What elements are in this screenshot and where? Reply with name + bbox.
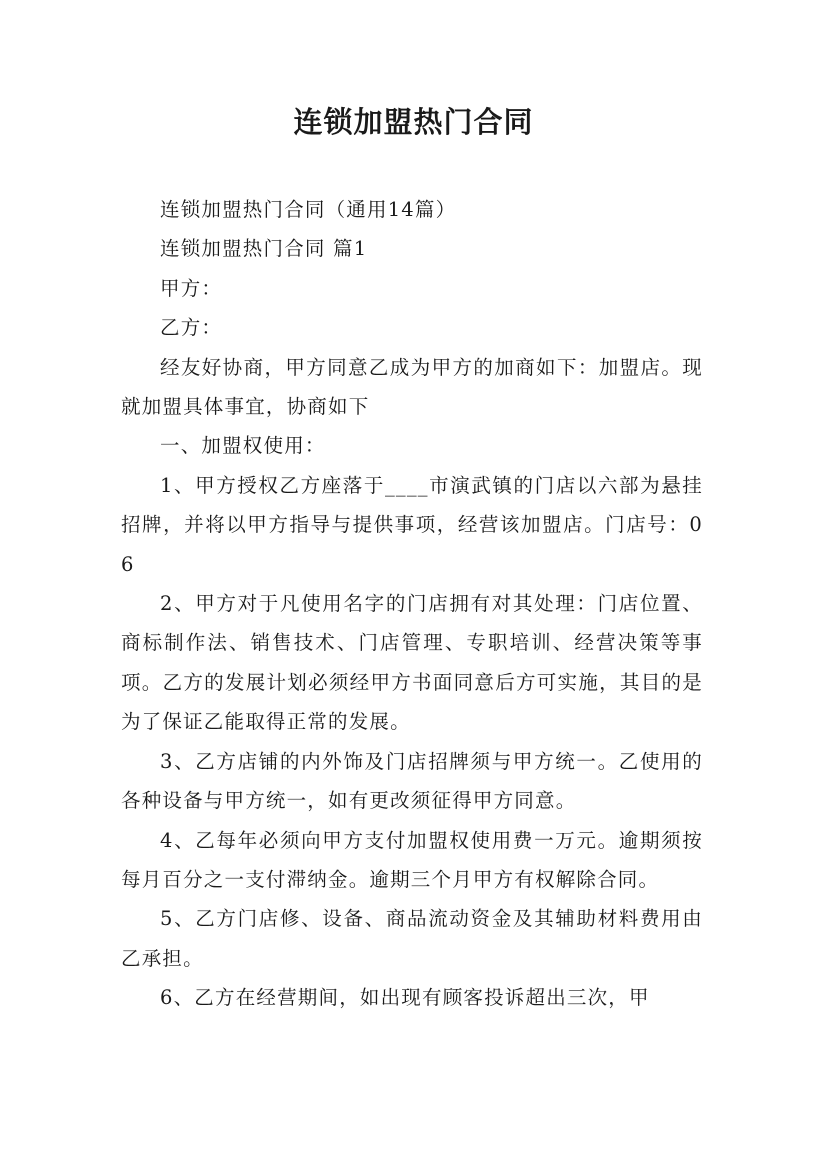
paragraph-clause-4: 4、乙每年必须向甲方支付加盟权使用费一万元。逾期须按每月百分之一支付滞纳金。逾期三个月甲方有权解除合同。 [121,828,703,891]
paragraph-clause-5: 5、乙方门店修、设备、商品流动资金及其辅助材料费用由乙承担。 [121,907,703,970]
paragraph-party-b: 乙方： [160,316,223,340]
document-title: 连锁加盟热门合同 [293,105,534,139]
paragraph-section-heading: 连锁加盟热门合同 篇1 [160,237,368,261]
paragraph-clause-1: 1、甲方授权乙方座落于____市演武镇的门店以六部为悬挂招牌，并将以甲方指导与提供事项，经营该加盟店。门店号：06 [121,473,703,576]
document-body [121,190,703,1018]
paragraph-clause-2: 2、甲方对于凡使用名字的门店拥有对其处理：门店位置、商标制作法、销售技术、门店管理、专职培训、经营决策等事项。乙方的发展计划必须经甲方书面同意后方可实施，其目的是为了保证乙能取得正常的发展。 [121,592,703,734]
paragraph-clause-heading: 一、加盟权使用： [160,434,326,458]
paragraph-party-a: 甲方： [160,276,223,300]
paragraph-subtitle: 连锁加盟热门合同（通用14篇） [160,198,457,221]
paragraph-clause-3: 3、乙方店铺的内外饰及门店招牌须与甲方统一。乙使用的各种设备与甲方统一，如有更改须征得甲方同意。 [121,749,703,813]
paragraph-clause-6: 6、乙方在经营期间，如出现有顾客投诉超出三次，甲 [160,986,650,1010]
paragraph-preamble: 经友好协商，甲方同意乙成为甲方的加商如下：加盟店。现就加盟具体事宜，协商如下 [121,355,703,419]
